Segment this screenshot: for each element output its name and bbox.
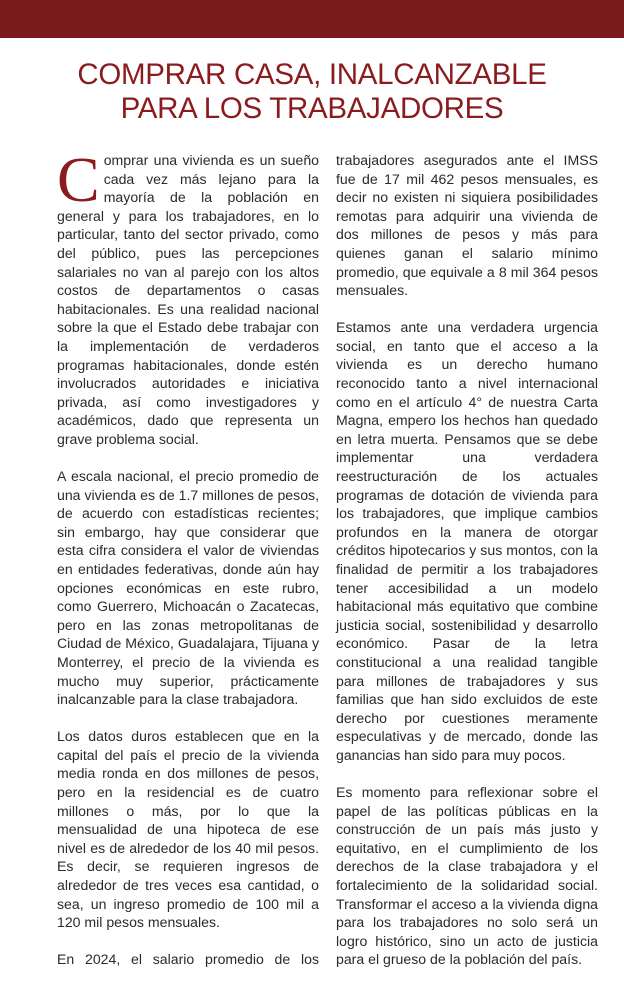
paragraph-4-continued: trabajadores asegurados ante el IMSS fue de 17 mil 462 pesos mensuales, es decir no existen ni siquiera posibilidades remotas para adquirir una vivienda de dos millones de pesos y más para quienes ganan el salario mínimo promedio, que equivale a 8 mil 364 pesos mensuales. [336, 152, 598, 299]
paragraph-4-start: En 2024, el salario promedio de los [57, 951, 319, 968]
paragraph-1 [57, 144, 319, 449]
title-line-2: PARA LOS TRABAJADORES [120, 92, 504, 125]
article-title [0, 58, 624, 126]
paragraph-2: A escala nacional, el precio promedio de una vivienda es de 1.7 millones de pesos, de acuerdo con estadísticas recientes; sin embargo, hay que considerar que esta cifra considera el valor de viviendas en entidades federativas, donde aún hay opciones económicas en este rubro, como Guerrero, Michoacán o Zacatecas, pero en las zonas metropolitanas de Ciudad de México, Guadalajara, Tijuana y Monterrey, el precio de la vivienda es mucho muy superior, prácticamente inalcanzable para la clase trabajadora. [57, 468, 319, 708]
title-line-1: COMPRAR CASA, INALCANZABLE [77, 58, 547, 91]
paragraph-1-text: omprar una vivienda es un sueño cada vez más lejano para la mayoría de la población en general y para los trabajadores, en lo particular, tanto del sector privado, como del público, pues las percepciones salariales no van al parejo con los altos costos de departamentos o casas habitacionales. Es una realidad nacional sobre la que el Estado debe trabajar con la implementación de verdaderos programas habitacionales, donde estén involucrados autoridades e iniciativa privada, así como investigadores y académicos, dado que representa un grave problema social. [57, 152, 319, 447]
left-column [57, 144, 319, 987]
paragraph-6: Es momento para reflexionar sobre el papel de las políticas públicas en la construcción de un país más justo y equitativo, en el cumplimiento de los derechos de la clase trabajadora y el fortalecimiento de la solidaridad social. Transformar el acceso a la vivienda digna para los trabajadores no solo será un logro histórico, sino un acto de justicia para el grueso de la población del país. [336, 784, 598, 968]
paragraph-5: Estamos ante una verdadera urgencia social, en tanto que el acceso a la vivienda es un derecho humano reconocido tanto a nivel internacional como en el artículo 4° de nuestra Carta Magna, empero los hechos han quedado en letra muerta. Pensamos que se debe implementar una verdadera reestructuración de los actuales programas de dotación de vivienda para los trabajadores, que implique cambios profundos en la manera de otorgar créditos hipotecarios y sus montos, con la finalidad de permitir a los trabajadores tener accesibilidad a un modelo habitacional más equitativo que combine justicia social, sostenibilidad y desarrollo económico. Pasar de la letra constitucional a una realidad tangible para millones de trabajadores y sus familias que han sido excluidos de este derecho por cuestiones meramente especulativas y de mercado, donde las ganancias han sido para muy pocos. [336, 319, 598, 763]
drop-cap: C [57, 144, 100, 215]
top-color-bar [0, 0, 624, 38]
paragraph-3: Los datos duros establecen que en la capital del país el precio de la vivienda media ronda en dos millones de pesos, pero en la residencial es de cuatro millones o más, por lo que la mensualidad de una hipoteca de ese nivel es de alrededor de los 40 mil pesos. Es decir, se requieren ingresos de alrededor de tres veces esa cantidad, o sea, un ingreso promedio de 100 mil a 120 mil pesos mensuales. [57, 728, 319, 931]
right-column [336, 151, 598, 987]
